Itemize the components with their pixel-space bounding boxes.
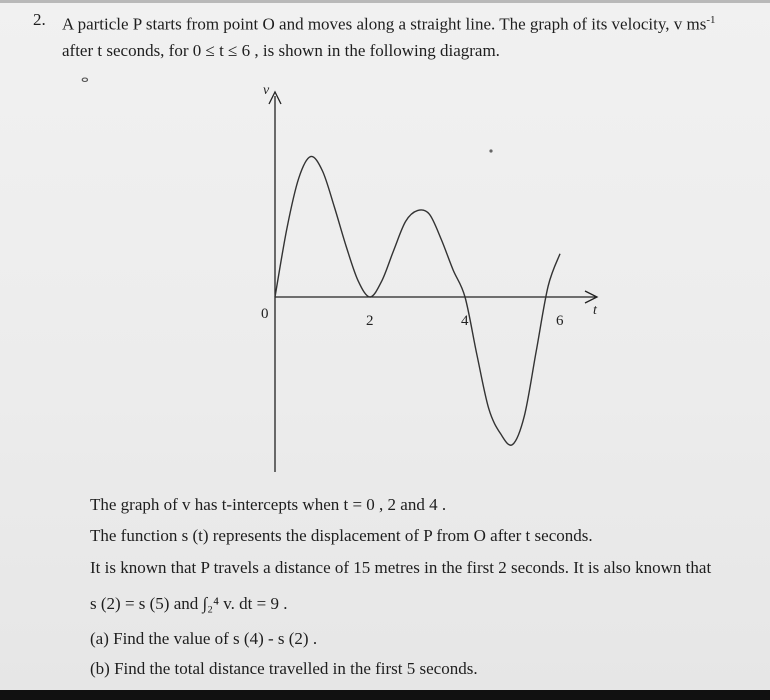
question-number: 2. [33,10,46,29]
stray-dot [489,149,492,152]
x-axis [275,291,597,303]
top-divider [0,0,770,3]
statement-3: It is known that P travels a distance of 15 metres in the first 2 seconds. It is also known that [90,558,712,577]
x-axis-label: t [593,303,597,318]
intro-line-1: A particle P starts from point O and moves along a straight line. The graph of its velocity, v $ms^{-1}$ [62,14,716,34]
statement-1: The graph of v has t-intercepts when t = 0 , 2 and 4 . [90,495,447,514]
stray-mark: ⴰ [81,71,89,85]
x-tick-labels [366,313,564,329]
part-b: (b) Find the total distance travelled in the first 5 seconds. [90,659,478,678]
x-tick-label-4: 4 [461,313,469,329]
velocity-curve [275,156,560,445]
y-axis-label: v [263,83,270,98]
part-a: (a) Find the value of s (4) - s (2) . [90,629,318,648]
y-axis [269,92,281,472]
bottom-edge [0,690,770,700]
velocity-graph [225,80,605,480]
intro-line-2: after t seconds, for 0 ≤ t ≤ 6 , is shown in the following diagram. [62,41,500,60]
origin-label: 0 [261,306,269,322]
x-tick-label-6: 6 [556,313,564,329]
statement-2: The function s (t) represents the displacement of P from O after t seconds. [90,526,593,545]
statement-4: s (2) = s (5) and ∫₂⁴ v. dt = 9 . [90,594,288,613]
x-tick-label-2: 2 [366,313,374,329]
